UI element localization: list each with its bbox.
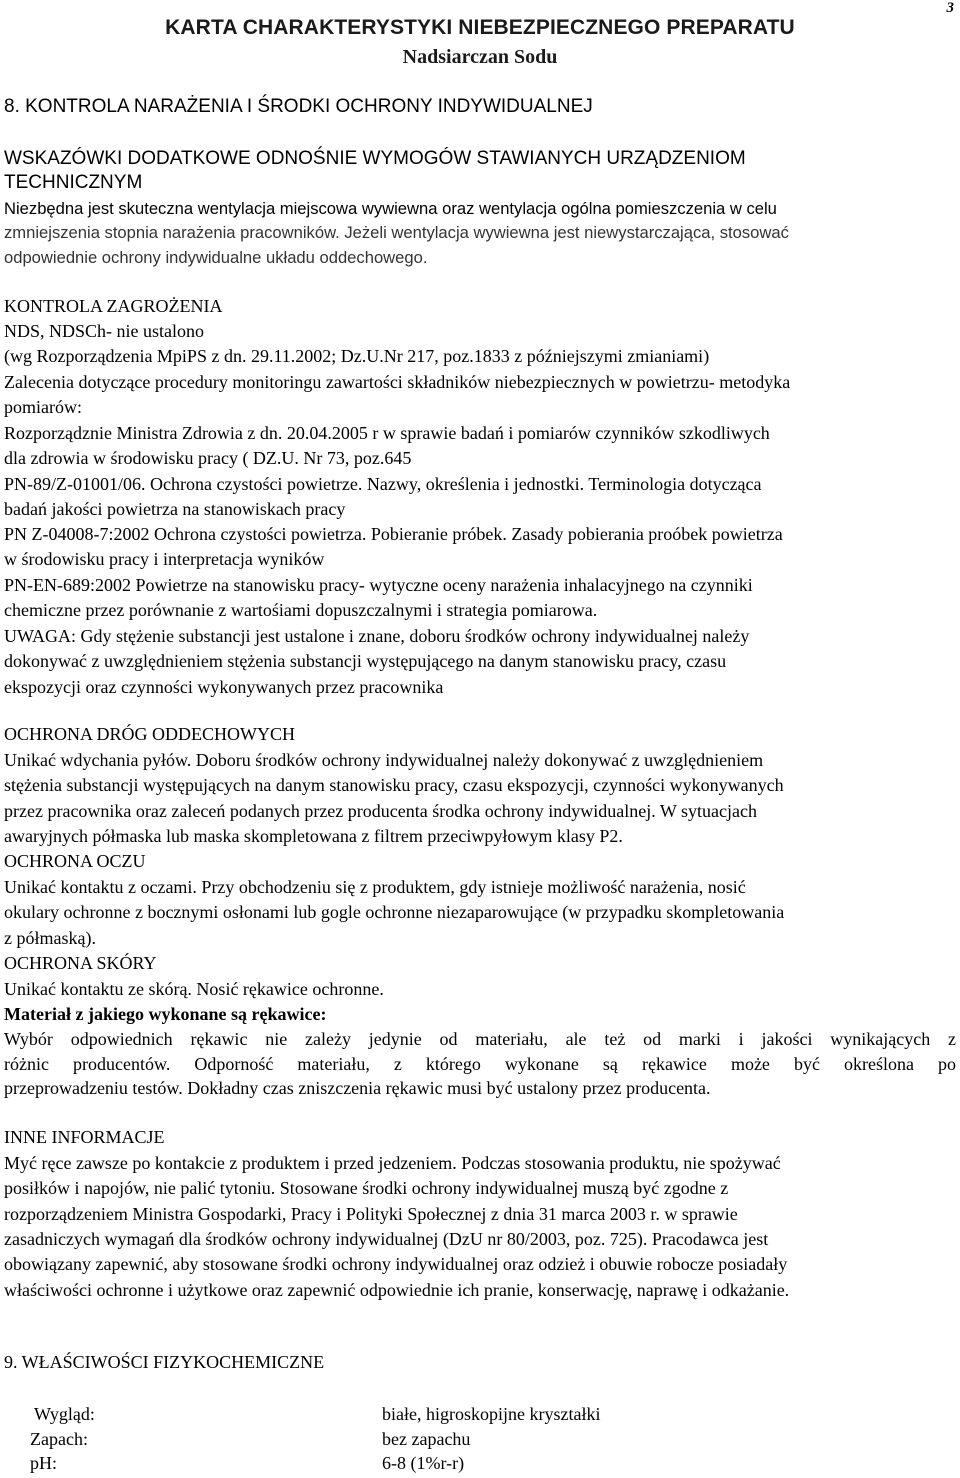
hazard-control-line: UWAGA: Gdy stężenie substancji jest ustalone i znane, doboru środków ochrony indywidualnej należy [4, 626, 750, 646]
eye-protection-heading: OCHRONA OCZU [4, 851, 146, 871]
hazard-control-line: chemiczne przez porównanie z wartośiami dopuszczalnymi i strategia pomiarowa. [4, 600, 598, 620]
glove-material-heading: Materiał z jakiego wykonane są rękawice: [4, 1004, 327, 1024]
respiratory-protection-line: awaryjnych półmaska lub maska skompletowana z filtrem przeciwpyłowym klasy P2. [4, 826, 623, 846]
property-value: bez zapachu [382, 1429, 471, 1449]
hazard-control-line: dokonywać z uwzględnieniem stężenia substancji występującego na danym stanowisku pracy, czasu [4, 651, 727, 671]
eye-protection-line: Unikać kontaktu z oczami. Przy obchodzeniu się z produktem, gdy istnieje możliwość narażenia, nosić [4, 877, 746, 897]
ventilation-text-line: odpowiednie ochrony indywidualne układu oddechowego. [4, 248, 428, 267]
hazard-control-line: (wg Rozporządzenia MpiPS z dn. 29.11.2002; Dz.U.Nr 217, poz.1833 z późniejszymi zmianiami) [4, 346, 710, 366]
other-info-line: właściwości ochronne i użytkowe oraz zapewnić odpowiednie ich pranie, konserwację, naprawę i odkażanie. [4, 1280, 790, 1300]
ventilation-text-line: zmniejszenia stopnia narażenia pracowników. Jeżeli wentylacja wywiewna jest niewystarczająca, stosować [4, 223, 789, 242]
respiratory-protection-heading: OCHRONA DRÓG ODDECHOWYCH [4, 724, 296, 744]
other-info-line: Myć ręce zawsze po kontakcie z produktem i przed jedzeniem. Podczas stosowania produktu, nie spożywać [4, 1153, 781, 1173]
respiratory-protection-line: Unikać wdychania pyłów. Doboru środków ochrony indywidualnej należy dokonywać z uwzględnieniem [4, 750, 764, 770]
skin-protection-heading: OCHRONA SKÓRY [4, 953, 157, 973]
property-label: Zapach: [30, 1429, 88, 1449]
glove-material-paragraph [4, 1027, 956, 1101]
technical-requirements-heading-cont: TECHNICZNYM [4, 172, 143, 193]
hazard-control-line: PN-EN-689:2002 Powietrze na stanowisku pracy- wytyczne oceny narażenia inhalacyjnego na czynniki [4, 575, 753, 595]
property-label: pH: [30, 1453, 57, 1473]
respiratory-protection-line: przez pracownika oraz zaleceń podanych przez producenta środka ochrony indywidualnej. W sytuacjach [4, 801, 758, 821]
hazard-control-line: ekspozycji oraz czynności wykonywanych przez pracownika [4, 677, 444, 697]
hazard-control-line: Rozporządznie Ministra Zdrowia z dn. 20.04.2005 r w sprawie badań i pomiarów czynników szkodliwych [4, 423, 770, 443]
property-value: 6-8 (1%r-r) [382, 1453, 465, 1473]
skin-protection-line: Unikać kontaktu ze skórą. Nosić rękawice ochronne. [4, 979, 384, 999]
document-title: KARTA CHARAKTERYSTYKI NIEBEZPIECZNEGO PREPARATU [165, 16, 795, 39]
hazard-control-line: pomiarów: [4, 397, 82, 417]
technical-requirements-heading: WSKAZÓWKI DODATKOWE ODNOŚNIE WYMOGÓW STAWIANYCH URZĄDZENIOM [4, 148, 746, 169]
property-value: białe, higroskopijne kryształki [382, 1404, 601, 1424]
other-info-line: posiłków i napojów, nie palić tytoniu. Stosowane środki ochrony indywidualnej muszą być zgodne z [4, 1178, 729, 1198]
hazard-control-line: badań jakości powietrza na stanowiskach pracy [4, 499, 346, 519]
glove-material-line: różnic producentów. Odporność materiału, z którego wykonane są rękawice może być określona po [4, 1053, 956, 1074]
other-info-line: zasadniczych wymagań dla środków ochrony indywidualnej (DzU nr 80/2003, poz. 725). Pracodawca jest [4, 1229, 769, 1249]
page-number: 3 [946, 0, 954, 16]
hazard-control-line: w środowisku pracy i interpretacja wyników [4, 549, 325, 569]
eye-protection-line: okulary ochronne z bocznymi osłonami lub gogle ochronne niezaparowujące (w przypadku skompletowania [4, 902, 785, 922]
eye-protection-line: z półmaską). [4, 928, 96, 948]
hazard-control-line: NDS, NDSCh- nie ustalono [4, 321, 205, 341]
section-8-heading: 8. KONTROLA NARAŻENIA I ŚRODKI OCHRONY INDYWIDUALNEJ [4, 96, 593, 117]
hazard-control-line: PN-89/Z-01001/06. Ochrona czystości powietrze. Nazwy, określenia i jednostki. Terminologia dotycząca [4, 474, 762, 494]
hazard-control-line: PN Z-04008-7:2002 Ochrona czystości powietrza. Pobieranie próbek. Zasady pobierania proóbek powietrza [4, 524, 783, 544]
section-9-heading: 9. WŁAŚCIWOŚCI FIZYKOCHEMICZNE [4, 1352, 325, 1372]
hazard-control-line: dla zdrowia w środowisku pracy ( DZ.U. Nr 73, poz.645 [4, 448, 412, 468]
other-info-heading: INNE INFORMACJE [4, 1127, 165, 1147]
hazard-control-heading: KONTROLA ZAGROŻENIA [4, 296, 223, 316]
respiratory-protection-line: stężenia substancji występujących na danym stanowisku pracy, czasu ekspozycji, czynności wykonywanych [4, 775, 784, 795]
other-info-line: obowiązany zapewnić, aby stosowane środki ochrony indywidualnej oraz odzież i obuwie robocze posiadały [4, 1254, 788, 1274]
ventilation-text-line: Niezbędna jest skuteczna wentylacja miejscowa wywiewna oraz wentylacja ogólna pomieszczenia w celu [4, 199, 777, 218]
property-label: Wygląd: [34, 1404, 95, 1424]
product-name: Nadsiarczan Sodu [402, 46, 558, 68]
glove-material-line: Wybór odpowiednich rękawic nie zależy jedynie od materiału, ale też od marki i jakości wynikających z [4, 1029, 956, 1049]
hazard-control-line: Zalecenia dotyczące procedury monitoringu zawartości składników niebezpiecznych w powietrzu- metodyka [4, 372, 791, 392]
other-info-line: rozporządzeniem Ministra Gospodarki, Pracy i Polityki Społecznej z dnia 31 marca 2003 r. w sprawie [4, 1204, 738, 1224]
glove-material-line: przeprowadzeniu testów. Dokładny czas zniszczenia rękawic musi być ustalony przez producenta. [4, 1078, 711, 1098]
